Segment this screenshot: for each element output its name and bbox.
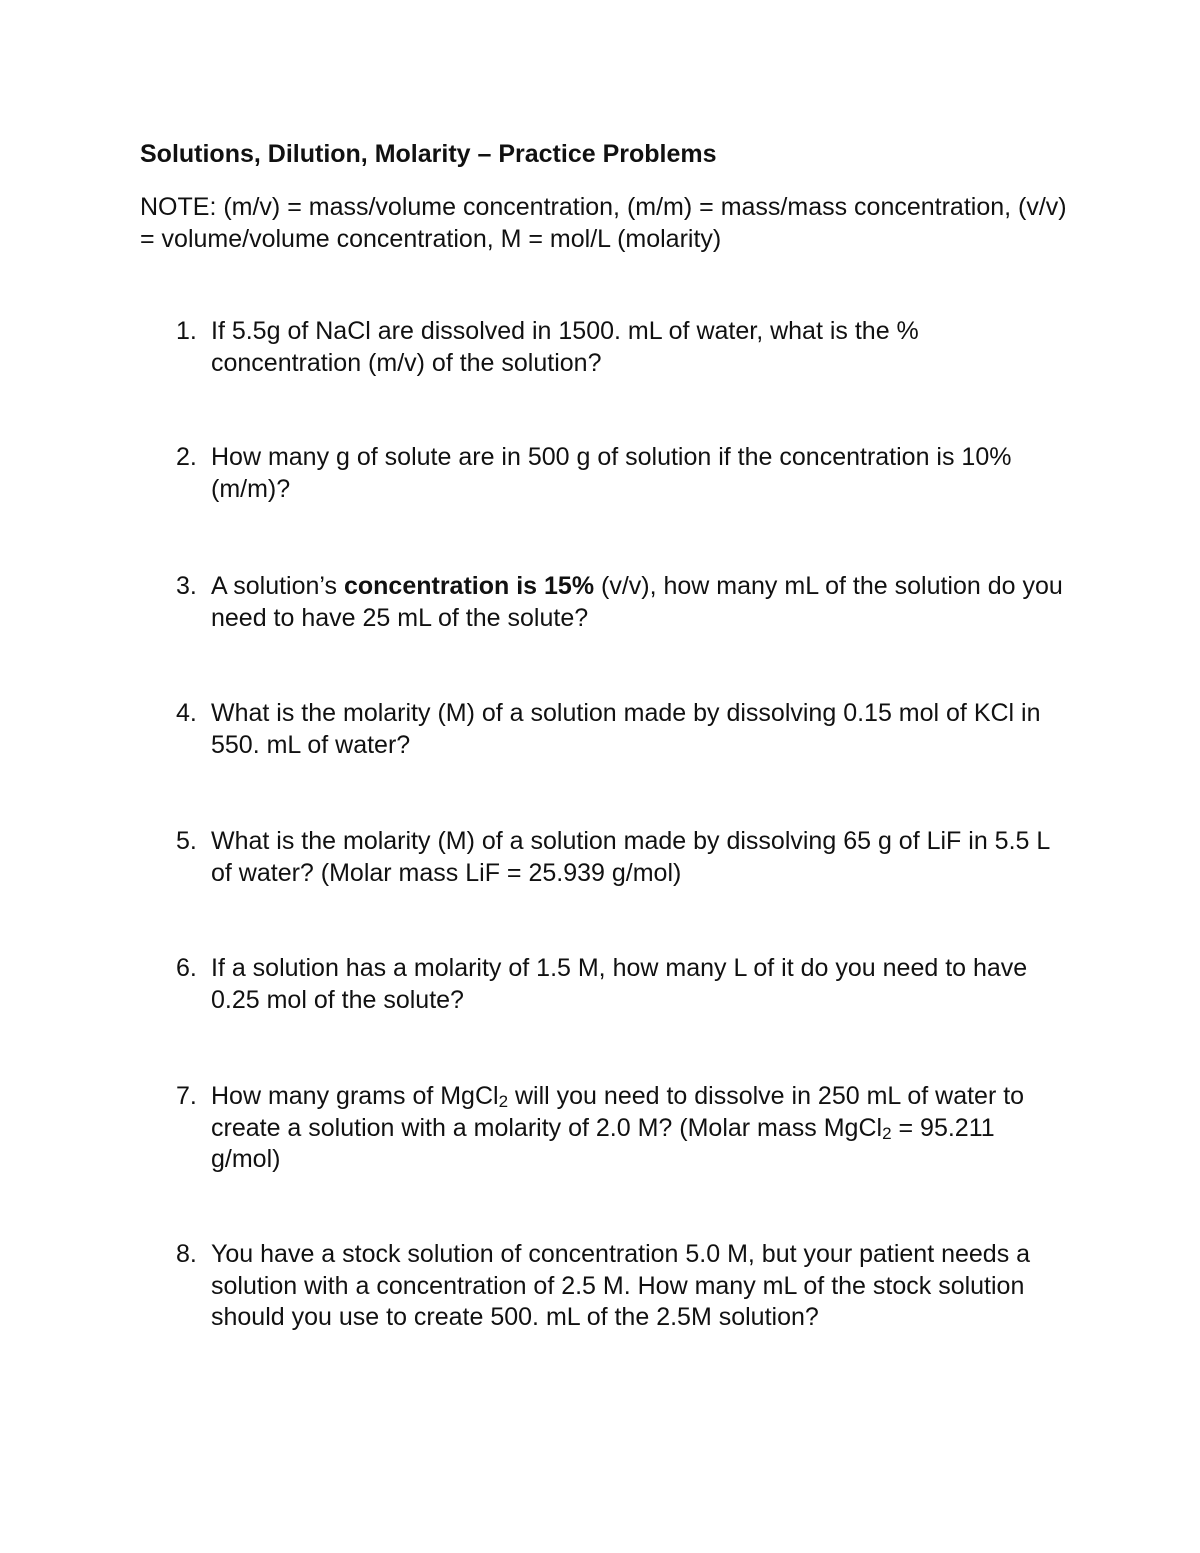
question-item-5 — [140, 826, 1070, 889]
question-text-end: (v/v), how many mL of the solution do you need to have 25 mL of the solute? — [211, 572, 1063, 632]
question-item-1 — [140, 316, 1070, 379]
question-text-part-1: How many grams of MgCl — [211, 1082, 499, 1110]
question-text: If 5.5g of NaCl are dissolved in 1500. mL of water, what is the % concentration (m/v) of the solution? — [211, 317, 919, 377]
note-paragraph: NOTE: (m/v) = mass/volume concentration, (m/m) = mass/mass concentration, (v/v) = volume/volume concentration, M = mol/L (molarity) — [140, 193, 1067, 253]
question-text-start: A solution’s — [211, 572, 344, 600]
question-text: You have a stock solution of concentration 5.0 M, but your patient needs a solution with a concentration of 2.5 M. How many mL of the stock solution should you use to create 500. mL of the 2.5M solution? — [211, 1240, 1031, 1331]
question-text: What is the molarity (M) of a solution made by dissolving 0.15 mol of KCl in 550. mL of water? — [211, 699, 1041, 759]
question-text — [211, 1081, 1071, 1176]
question-text: What is the molarity (M) of a solution made by dissolving 65 g of LiF in 5.5 L of water? (Molar mass LiF = 25.939 g/mol) — [211, 827, 1050, 887]
page-title: Solutions, Dilution, Molarity – Practice Problems — [140, 140, 717, 168]
subscript-2: 2 — [882, 1123, 892, 1143]
question-number: 6. — [176, 954, 197, 982]
question-item-6 — [140, 953, 1070, 1016]
question-number: 2. — [176, 443, 197, 471]
question-text-part-2: will you need to dissolve in 250 mL of water to create a solution with a molarity of 2.0 M? (Molar mass MgCl — [211, 1082, 1025, 1142]
worksheet-page — [140, 138, 1070, 1331]
question-number: 1. — [176, 317, 197, 345]
question-text-bold: concentration is 15% — [343, 572, 595, 600]
question-number: 8. — [176, 1240, 197, 1268]
question-text — [211, 571, 1071, 634]
question-item-7 — [140, 1081, 1070, 1176]
question-item-8 — [140, 1239, 1070, 1334]
question-item-4 — [140, 698, 1070, 761]
question-text: If a solution has a molarity of 1.5 M, how many L of it do you need to have 0.25 mol of the solute? — [211, 954, 1028, 1014]
question-number: 3. — [176, 572, 197, 600]
question-number: 5. — [176, 827, 197, 855]
question-text: How many g of solute are in 500 g of solution if the concentration is 10% (m/m)? — [211, 443, 1012, 503]
question-item-3 — [140, 571, 1070, 634]
question-number: 4. — [176, 699, 197, 727]
question-text-part-3: = 95.211 g/mol) — [211, 1113, 995, 1173]
question-item-2 — [140, 442, 1070, 505]
question-number: 7. — [176, 1082, 197, 1110]
subscript-2: 2 — [498, 1092, 509, 1111]
